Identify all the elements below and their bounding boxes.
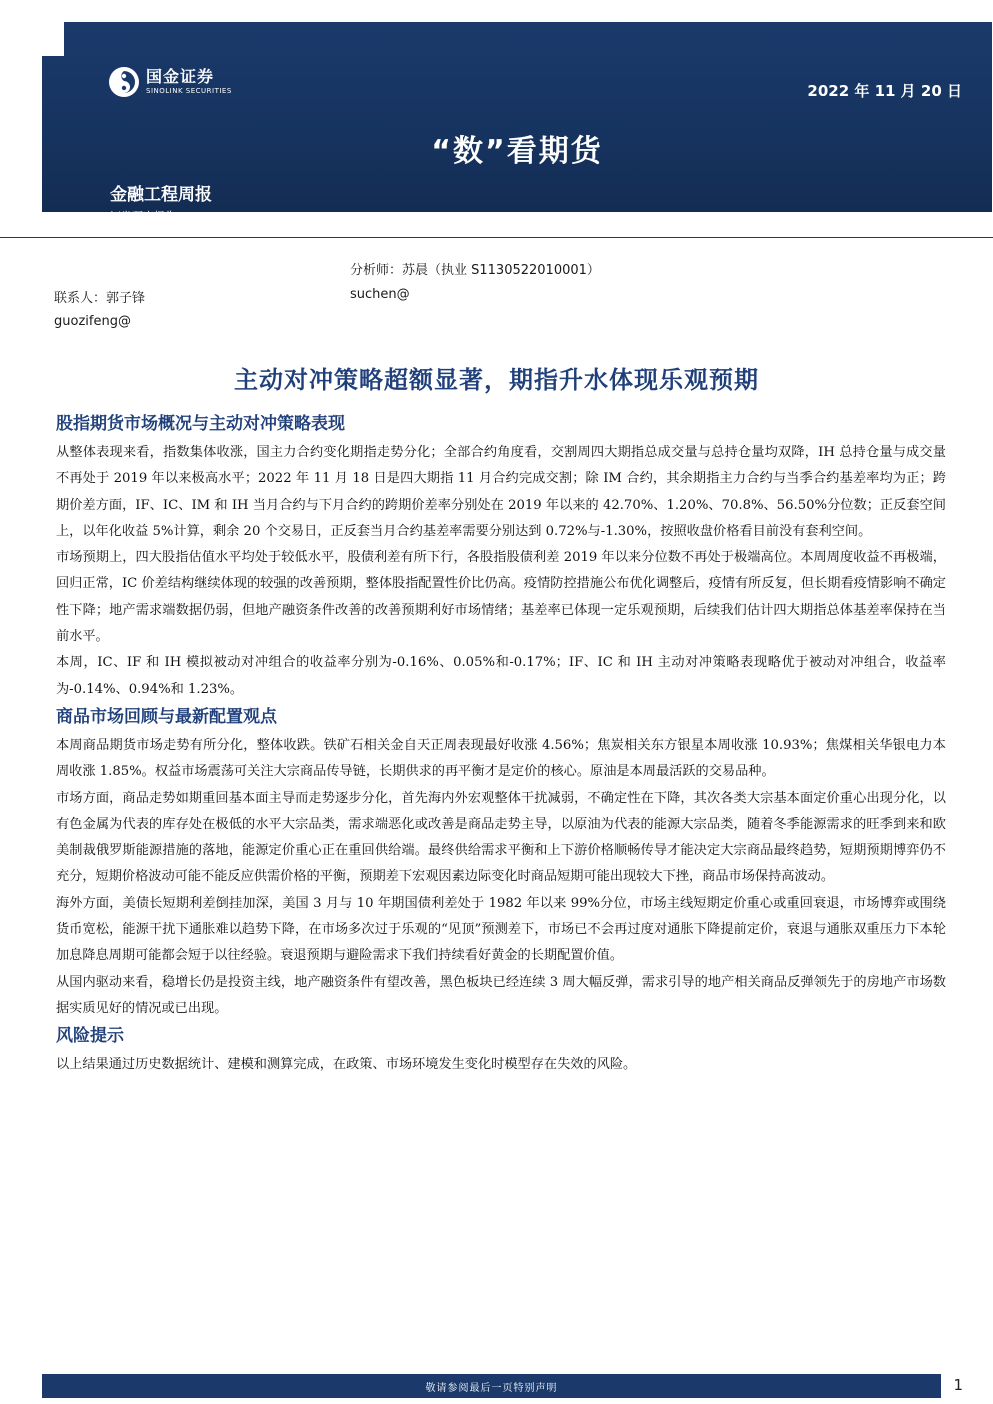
paragraph: 以上结果通过历史数据统计、建模和测算完成，在政策、市场环境发生变化时模型存在失效的风险。	[56, 1057, 637, 1073]
paragraph: 本周商品期货市场走势有所分化，整体收跌。铁矿石相关金自天正周表现最好收涨 4.56%；焦炭相关东方银星本周收涨 10.93%；焦煤相关华银电力本周收涨 1.85%。权益市场震荡可关注大宗商品传导链，长期供求的再平衡才是定价的核心。原油是本周最活跃的交易品种。	[56, 737, 946, 780]
page-footer	[0, 1374, 993, 1398]
report-body	[56, 412, 946, 1079]
report-headline: 主动对冲策略超额显著，期指升水体现乐观预期	[234, 366, 759, 394]
contact-email[interactable]: guozifeng@	[54, 314, 131, 329]
section-futures	[56, 412, 946, 703]
report-type: 金融工程周报	[110, 185, 212, 205]
paragraph: 从国内驱动来看，稳增长仍是投资主线，地产融资条件有望改善，黑色板块已经连续 3 周大幅反弹，需求引导的地产相关商品反弹领先于的房地产市场数据实质见好的情况或已出现。	[56, 974, 946, 1016]
brand-name-en: SINOLINK SECURITIES	[146, 87, 232, 95]
section-heading: 商品市场回顾与最新配置观点	[56, 706, 277, 727]
report-banner	[42, 22, 992, 223]
section-risk	[56, 1024, 946, 1078]
paragraph: 市场方面，商品走势如期重回基本面主导而走势逐步分化，首先海内外宏观整体干扰减弱，不确定性在下降，其次各类大宗基本面定价重心出现分化，以有色金属为代表的库存处在极低的水平大宗品类，需求端恶化或改善是商品走势主导，以原油为代表的能源大宗品类，随着冬季能源需求的旺季到来和欧美制裁俄罗斯能源措施的落地，能源定价重心正在重回供给端。最终供给需求平衡和上下游价格顺畅传导才能决定大宗商品最终趋势，短期预期博弈仍不充分，短期价格波动可能不能反应供需价格的平衡，预期差下宏观因素边际变化时商品短期可能出现较大下挫，商品市场保持高波动。	[56, 790, 946, 885]
contact-name: 联系人：郭子锋	[54, 291, 146, 306]
paragraph: 市场预期上，四大股指估值水平均处于较低水平，股债利差有所下行，各股指股债利差 2019 年以来分位数不再处于极端高位。本周周度收益不再极端，回归正常，IC 价差结构继续体现的较强的改善预期，整体股指配置性价比仍高。疫情防控措施公布优化调整后，疫情有所反复，但长期看疫情影响不确定性下降；地产需求端数据仍弱，但地产融资条件改善的改善预期利好市场情绪；基差率已体现一定乐观预期，后续我们估计四大期指总体基差率保持在当前水平。	[56, 550, 946, 645]
report-subtype: 证券研究报告	[110, 210, 176, 223]
paragraph: 本周，IC、IF 和 IH 模拟被动对冲组合的收益率分别为-0.16%、0.05%和-0.17%；IF、IC 和 IH 主动对冲策略表现略优于被动对冲组合，收益率为-0.14%、0.94%和 1.23%。	[56, 655, 946, 697]
section-heading: 股指期货市场概况与主动对冲策略表现	[56, 414, 345, 434]
brand-name-cn: 国金证券	[146, 67, 215, 86]
section-heading: 风险提示	[56, 1026, 124, 1047]
header-divider	[0, 237, 993, 238]
analyst-email[interactable]: suchen@	[350, 287, 410, 302]
footer-bar	[42, 1374, 941, 1398]
sinolink-logo-icon	[108, 66, 140, 98]
banner-corner-cut	[42, 22, 64, 56]
paragraph: 从整体表现来看，指数集体收涨，国主力合约变化期指走势分化；全部合约角度看，交割周四大期指总成交量与总持仓量均双降，IH 总持仓量与成交量不再处于 2019 年以来极高水平；2022 年 11 月 18 日是四大期指 11 月合约完成交割；除 IM 合约，其余期指主力合约与当季合约基差率均为正；跨期价差方面，IF、IC、IM 和 IH 当月合约与下月合约的跨期价差率分别处在 2019 年以来的 42.70%、1.20%、70.8%、56.50%分位数；正反套空间上，以年化收益 5%计算，剩余 20 个交易日，正反套当月合约基差率需要分别达到 0.72%与-1.30%，按照收盘价格看目前没有套利空间。	[56, 445, 946, 539]
analyst-info: 分析师：苏晨（执业 S1130522010001）	[350, 263, 600, 278]
brand-logo	[108, 62, 232, 102]
paragraph: 海外方面，美债长短期利差倒挂加深，美国 3 月与 10 年期国债利差处于 1982 年以来 99%分位，市场主线短期定价重心或重回衰退，市场博弈或围绕货币宽松，能源干扰下通胀难以趋势下降，在市场多次过于乐观的“见顶”预测差下，市场已不会再过度对通胀下降提前定价，衰退与通胀双重压力下本轮加息降息周期可能都会短于以往经验。衰退预期与避险需求下我们持续看好黄金的长期配置价值。	[56, 895, 946, 964]
footer-notice: 敬请参阅最后一页特别声明	[425, 1382, 558, 1394]
section-commodities	[56, 705, 946, 1022]
page-number: 1	[953, 1376, 963, 1394]
report-date: 2022 年 11 月 20 日	[807, 82, 962, 100]
report-title: “数”看期货	[431, 134, 603, 169]
